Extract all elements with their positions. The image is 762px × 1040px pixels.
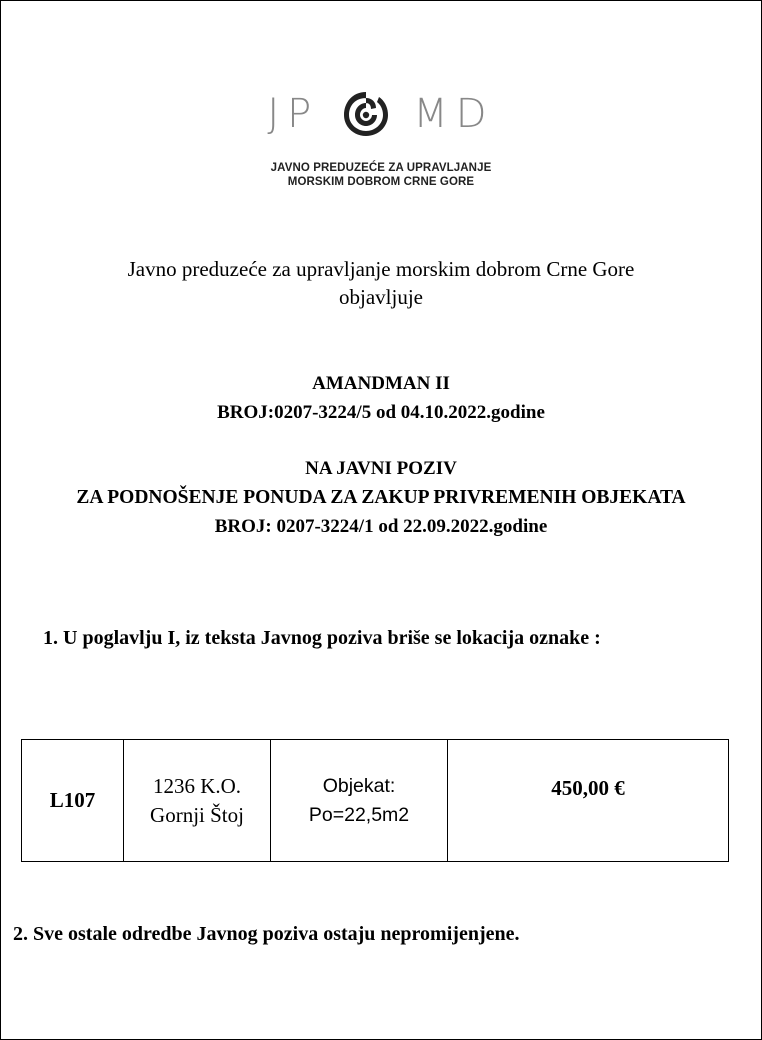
object-cell [271, 740, 448, 862]
logo-letters-right: MD [413, 91, 495, 137]
logo-letters-left: JP [267, 91, 320, 137]
object-line1: Objekat: [322, 774, 396, 797]
logo-subtitle-line2: MORSKIM DOBROM CRNE GORE [287, 176, 475, 188]
public-call-heading [1, 454, 761, 541]
object-line2: Po=22,5m2 [308, 803, 410, 826]
shell-spiral-icon [341, 89, 391, 139]
parcel-line2: Gornji Štoj [150, 802, 244, 827]
public-call-line3: BROJ: 0207-3224/1 od 22.09.2022.godine [214, 516, 548, 537]
logo-subtitle [1, 161, 761, 189]
location-table [21, 739, 729, 862]
parcel-line1: 1236 K.O. [152, 773, 242, 798]
public-call-line2: ZA PODNOŠENJE PONUDA ZA ZAKUP PRIVREMENIH OBJEKATA [76, 487, 686, 508]
public-call-line1: NA JAVNI POZIV [305, 458, 457, 479]
parcel-cell [124, 740, 271, 862]
item-2-text: 2. Sve ostale odredbe Javnog poziva ostaju nepromijenjene. [13, 923, 520, 945]
table-row [22, 740, 729, 862]
location-code-cell: L107 [22, 740, 124, 862]
amendment-heading [1, 369, 761, 427]
item-1-text: 1. U poglavlju I, iz teksta Javnog poziva briše se lokacija oznake : [43, 627, 601, 649]
logo-subtitle-line1: JAVNO PREDUZEĆE ZA UPRAVLJANJE [270, 162, 492, 174]
price-cell: 450,00 € [448, 740, 729, 862]
intro-text [1, 255, 761, 311]
logo [1, 89, 761, 189]
amendment-title: AMANDMAN II [312, 373, 450, 394]
amendment-number: BROJ:0207-3224/5 od 04.10.2022.godine [217, 402, 545, 423]
intro-line1: Javno preduzeće za upravljanje morskim dobrom Crne Gore [127, 257, 635, 281]
logo-mark [1, 89, 761, 139]
intro-line2: objavljuje [339, 285, 423, 309]
